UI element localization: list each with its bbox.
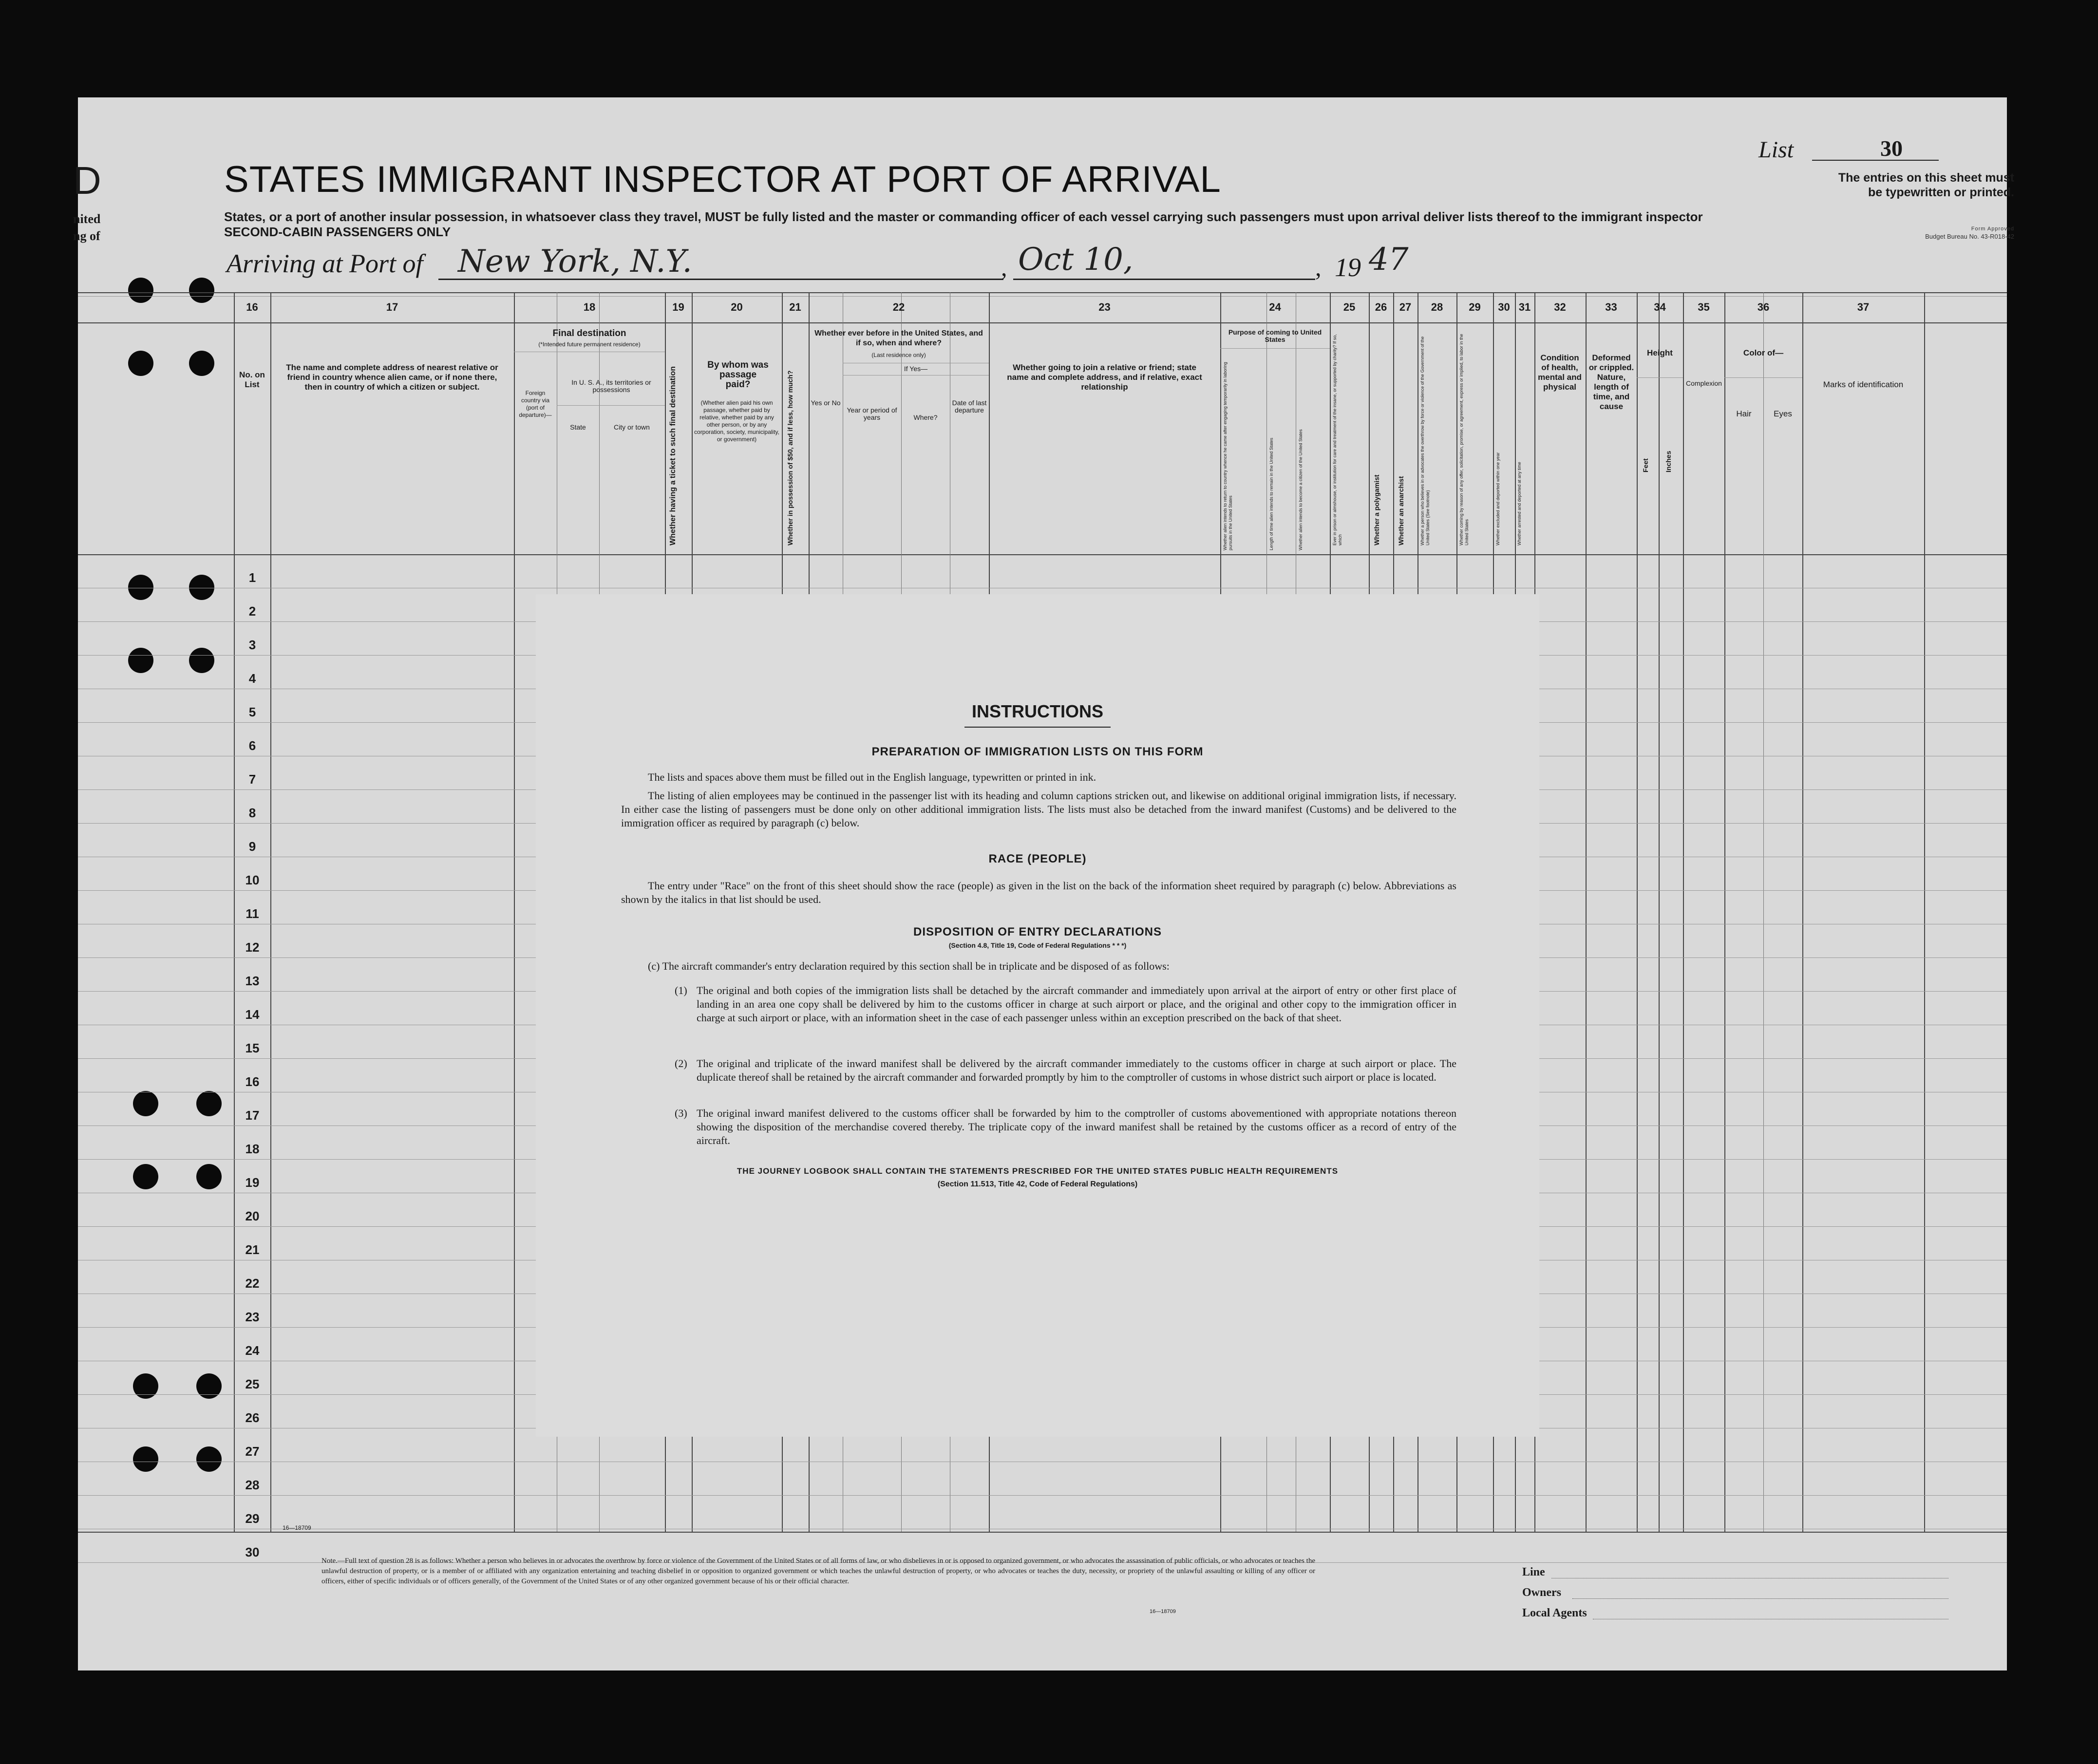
- column-line: [1637, 292, 1638, 1532]
- column-number: 21: [789, 301, 801, 313]
- list-number: 30: [1880, 136, 1903, 161]
- row-number: 12: [245, 940, 260, 955]
- subtitle-class: SECOND-CABIN PASSENGERS ONLY: [224, 225, 451, 239]
- header-excluded: Whether excluded and deported within one year: [1495, 452, 1500, 545]
- header-ever-in-us: Whether ever before in the United States, and if so, when and where?: [814, 329, 983, 347]
- question-28-note: Note.—Full text of question 28 is as follows: Whether a person who believes in or advocates the overthrow by force or violence of the Government of the United States or of all forms of law, or who disbelieves in or is opposed to organized government, or who advocates the assassination of public officials, or who advocates or teaches the unlawful destruction of property, or is a member of or affiliated with any organization entertaining and teaching disbelief in or opposition to organized government or which teaches the unlawful destruction of property, or who advocates or teaches the duty, necessity, or propriety of the unlawful assaulting or killing of any officer or officers, either of specific individuals or of officers generally, of the Government of the United States or of any other organized government because of his or their official character.: [321, 1557, 1315, 1585]
- row-number: 18: [245, 1142, 260, 1156]
- row-number: 30: [245, 1545, 260, 1559]
- column-line: [1802, 292, 1803, 1532]
- column-number: 23: [1098, 301, 1111, 313]
- row-line: [78, 1495, 2007, 1496]
- row-number: 27: [245, 1444, 260, 1459]
- subtitle-line: States, or a port of another insular possession, in whatsoever class they travel, MUST be fully listed and the master or commanding officer of each vessel carrying such passengers must upon arrival deliver lists thereof to the immigrant inspector: [224, 209, 1703, 224]
- column-number: 28: [1431, 301, 1443, 313]
- row-number: 6: [248, 738, 256, 753]
- budget-bureau-number: Budget Bureau No. 43-R018-42: [1925, 233, 2014, 240]
- arriving-label: Arriving at Port of: [227, 249, 423, 278]
- header-purpose: Purpose of coming to United States: [1228, 328, 1322, 343]
- column-number: 20: [731, 301, 743, 313]
- header-prison: Ever in prison or almshouse, or institution for care and treatment of the insane, or supported by charity? If so, which: [1332, 334, 1342, 545]
- logbook-notice-citation: (Section 11.513, Title 42, Code of Federal Regulations): [937, 1180, 1138, 1188]
- header-final-destination-note: (*Intended future permanent residence): [538, 341, 641, 348]
- header-deformed: Deformed or crippled. Nature, length of time, and cause: [1588, 353, 1634, 411]
- instructions-item: [675, 984, 1456, 1025]
- column-line: [1683, 292, 1684, 1532]
- note-form-code: 16—18709: [1150, 1609, 1176, 1614]
- column-number: 36: [1757, 301, 1770, 313]
- row-number: 9: [248, 839, 256, 854]
- section-subheading: (Section 4.8, Title 19, Code of Federal Regulations * * *): [948, 941, 1127, 949]
- manifest-sheet: [73, 97, 2014, 1670]
- header-ticket: Whether having a ticket to such final destination: [669, 366, 677, 545]
- owners-fill-line: [1572, 1598, 1948, 1599]
- row-number: 25: [245, 1377, 260, 1391]
- header-feet: Feet: [1642, 458, 1649, 472]
- row-number: 22: [245, 1276, 260, 1291]
- section-heading: PREPARATION OF IMMIGRATION LISTS ON THIS FORM: [871, 745, 1204, 758]
- item-text: The original and both copies of the immigration lists shall be detached by the aircraft commander and immediately upon arrival at the airport of entry or other first place of landing in an area one copy shall be delivered by him to the customs officer in charge at such airport or place, and the original and other copy to the immigration officer in charge at such airport or place, with an information sheet in the case of each passenger unless within an exception prescribed on the back of that sheet.: [697, 984, 1456, 1024]
- instructions-panel: [536, 594, 1539, 1437]
- left-page-fragment-text: ng of: [73, 229, 100, 243]
- row-number: 20: [245, 1209, 260, 1223]
- left-page-fragment-text: nited: [73, 212, 101, 226]
- header-polygamist: Whether a polygamist: [1373, 474, 1380, 545]
- item-number: (3): [675, 1107, 687, 1119]
- item-number: (1): [675, 984, 687, 996]
- header-state: State: [570, 423, 586, 431]
- column-number: 37: [1857, 301, 1870, 313]
- row-number: 26: [245, 1410, 260, 1425]
- form-code: 16—18709: [283, 1524, 311, 1531]
- header-marks: Marks of identification: [1823, 380, 1904, 389]
- row-number: 19: [245, 1175, 260, 1190]
- column-number: 19: [672, 301, 684, 313]
- column-number: 17: [386, 301, 398, 313]
- header-purpose-return: Whether alien intends to return to country whence he came after engaging temporarily in laboring pursuits in the United States: [1223, 362, 1233, 550]
- header-foreign-country: Foreign country via (port of departure)—: [519, 390, 552, 418]
- row-number: 13: [245, 974, 260, 988]
- row-number: 11: [246, 906, 259, 921]
- header-complexion: Complexion: [1686, 379, 1722, 387]
- header-labor-offer: Whether coming by reason of any offer, solicitation, promise, or agreement, express or implied, to labor in the United States: [1459, 334, 1469, 545]
- column-line: [1724, 292, 1725, 1532]
- row-number: 14: [245, 1007, 260, 1022]
- item-text: The original and triplicate of the inward manifest shall be delivered by the aircraft commander immediately to the customs officer in charge at such airport or place. The duplicate thereof shall be retained by the aircraft commander and forwarded promptly by him to the comptroller of customs in whose district such airport or place is located.: [697, 1057, 1456, 1083]
- header-bottom-line: [78, 554, 2007, 555]
- header-if-yes: If Yes—: [904, 365, 928, 373]
- instructions-paragraph: The listing of alien employees may be continued in the passenger list with its heading and column captions stricken out, and likewise on additional original immigration lists, if necessary. In either case the listing of passengers must be done only on other additional immigration lists. The lists must also be detached from the inward manifest (Customs) and be delivered to the immigration officer as required by paragraph (c) below.: [621, 789, 1456, 829]
- row-number: 10: [245, 873, 260, 887]
- instructions-paragraph: The entry under "Race" on the front of this sheet should show the race (people) as given in the list on the back of the information sheet required by paragraph (c) below. Abbreviations as shown by the italics in that list should be used.: [621, 880, 1456, 905]
- instructions-rule: [964, 727, 1111, 728]
- form-approved-label: Form Approved: [1971, 226, 2014, 232]
- column-number: 16: [246, 301, 258, 313]
- row-number: 7: [248, 772, 256, 787]
- year-prefix: 19: [1335, 253, 1361, 282]
- header-final-destination: Final destination: [552, 328, 626, 338]
- header-hair: Hair: [1736, 409, 1752, 418]
- table-top-line: [78, 292, 2007, 293]
- column-number: 29: [1469, 301, 1481, 313]
- row-number: 8: [248, 806, 256, 820]
- column-number: 31: [1518, 301, 1531, 313]
- header-health: Condition of health, mental and physical: [1538, 353, 1582, 392]
- instructions-paragraph: (c) The aircraft commander's entry declaration required by this section shall be in triplicate and be disposed of as follows:: [648, 960, 1170, 972]
- header-year-period: Year or period of years: [847, 406, 897, 421]
- column-number-line: [78, 322, 2007, 323]
- column-number: 33: [1605, 301, 1617, 313]
- entries-note-line: be typewritten or printed.: [1868, 186, 2014, 199]
- header-inches: Inches: [1664, 450, 1672, 472]
- section-heading: DISPOSITION OF ENTRY DECLARATIONS: [913, 925, 1162, 938]
- column-number: 27: [1399, 301, 1412, 313]
- row-number: 21: [245, 1242, 260, 1257]
- header-no-on-list: No. on List: [239, 370, 265, 389]
- column-number: 25: [1343, 301, 1356, 313]
- header-ever-in-us-note: (Last residence only): [871, 352, 926, 358]
- column-number: 30: [1498, 301, 1510, 313]
- instructions-title: INSTRUCTIONS: [972, 701, 1103, 721]
- page-title: STATES IMMIGRANT INSPECTOR AT PORT OF ARRIVAL: [224, 159, 1221, 200]
- list-fill-line: [1812, 160, 1939, 161]
- line-label: Line: [1522, 1566, 1545, 1578]
- form-approved: [1810, 225, 2014, 241]
- list-label: List: [1758, 137, 1794, 163]
- instructions-paragraph: The lists and spaces above them must be filled out in the English language, typewritten or printed in ink.: [648, 771, 1096, 783]
- date-fill-line: [1013, 279, 1315, 280]
- item-text: The original inward manifest delivered to the customs officer shall be forwarded by him to the comptroller of customs abovementioned with appropriate notations thereon showing the disposition of the merchandise covered thereby. The triplicate copy of the inward manifest shall be retained by the customs officer as a record of entry of the aircraft.: [697, 1107, 1456, 1146]
- header-in-usa: In U. S. A., its territories or possessions: [571, 378, 651, 394]
- left-page-fragment-letter: D: [73, 159, 101, 202]
- port-handwritten: New York, N.Y.: [458, 244, 692, 280]
- header-purpose-citizen: Whether alien intends to become a citizen of the United States: [1298, 429, 1303, 550]
- comma: ,: [1315, 254, 1322, 281]
- column-line: [1659, 292, 1660, 1532]
- row-number: 16: [245, 1074, 260, 1089]
- header-fifty-dollars: Whether in possession of $50, and if less, how much?: [786, 370, 794, 545]
- row-number: 4: [248, 671, 256, 686]
- entries-note-line: The entries on this sheet must: [1838, 171, 2014, 185]
- header-where: Where?: [913, 413, 938, 421]
- year-handwritten: 47: [1369, 242, 1409, 278]
- row-number: 23: [245, 1310, 260, 1324]
- column-number: 18: [583, 301, 596, 313]
- header-color-of: Color of—: [1743, 348, 1784, 357]
- item-number: (2): [675, 1057, 687, 1070]
- column-line: [1586, 292, 1587, 1532]
- owners-label: Owners: [1522, 1586, 1561, 1599]
- column-line: [1924, 292, 1925, 1532]
- row-number: 3: [248, 638, 256, 652]
- subtitle: [224, 209, 1734, 240]
- header-passage-paid-note: (Whether alien paid his own passage, whether paid by relative, whether paid by any other person, or by any corporation, society, municipality, or government): [694, 399, 779, 443]
- column-number: 35: [1698, 301, 1710, 313]
- column-number: 22: [892, 301, 905, 313]
- header-overthrow: Whether a person who believes in or advocates the overthrow by force or violence of the Government of the United States (See footnote): [1420, 336, 1430, 545]
- header-city: City or town: [614, 423, 650, 431]
- header-eyes: Eyes: [1774, 409, 1792, 418]
- logbook-notice: THE JOURNEY LOGBOOK SHALL CONTAIN THE STATEMENTS PRESCRIBED FOR THE UNITED STATES PUBLIC HEALTH REQUIREMENTS: [737, 1166, 1339, 1176]
- subheader-line: [1220, 348, 1330, 349]
- row-number: 5: [248, 705, 256, 719]
- subheader-line: [557, 405, 665, 406]
- header-passage-paid: By whom was passage paid?: [707, 360, 769, 390]
- column-number: 24: [1269, 301, 1281, 313]
- row-number: 29: [245, 1511, 260, 1526]
- header-yes-or-no: Yes or No: [811, 399, 841, 407]
- column-number: 32: [1554, 301, 1566, 313]
- comma: ,: [1001, 254, 1007, 281]
- instructions-item: [675, 1057, 1456, 1084]
- row-number: 24: [245, 1343, 260, 1358]
- subheader-line: [1637, 377, 1683, 378]
- row-number: 2: [248, 604, 256, 619]
- row-number: 15: [245, 1041, 260, 1055]
- column-number: 34: [1654, 301, 1666, 313]
- header-deported: Whether arrested and deported at any time: [1517, 462, 1522, 545]
- row-number: 28: [245, 1478, 260, 1492]
- column-number: 26: [1375, 301, 1387, 313]
- column-line: [1763, 292, 1764, 1532]
- column-line: [234, 292, 235, 1532]
- table-bottom-line: [78, 1532, 2007, 1533]
- header-join-relative: Whether going to join a relative or friend; state name and complete address, and if relative, exact relationship: [1007, 363, 1202, 392]
- instructions-item: [675, 1107, 1456, 1147]
- header-purpose-length: Length of time alien intends to remain in the United States: [1269, 437, 1274, 550]
- section-heading: RACE (PEOPLE): [988, 852, 1087, 865]
- header-last-departure: Date of last departure: [952, 399, 987, 414]
- header-height: Height: [1647, 348, 1673, 357]
- header-anarchist: Whether an anarchist: [1397, 476, 1405, 545]
- header-nearest-relative: The name and complete address of nearest relative or friend in country whence alien came, or if none there, then in country of which a citizen or subject.: [286, 363, 498, 392]
- local-agents-label: Local Agents: [1522, 1607, 1587, 1619]
- column-line: [270, 292, 271, 1532]
- row-number: 17: [245, 1108, 260, 1123]
- entries-note: [1712, 170, 2014, 200]
- column-line: [514, 292, 515, 1532]
- date-handwritten: Oct 10,: [1018, 242, 1134, 278]
- table-top-line: [78, 296, 2007, 297]
- subheader-line: [1724, 377, 1802, 378]
- row-number: 1: [248, 570, 256, 585]
